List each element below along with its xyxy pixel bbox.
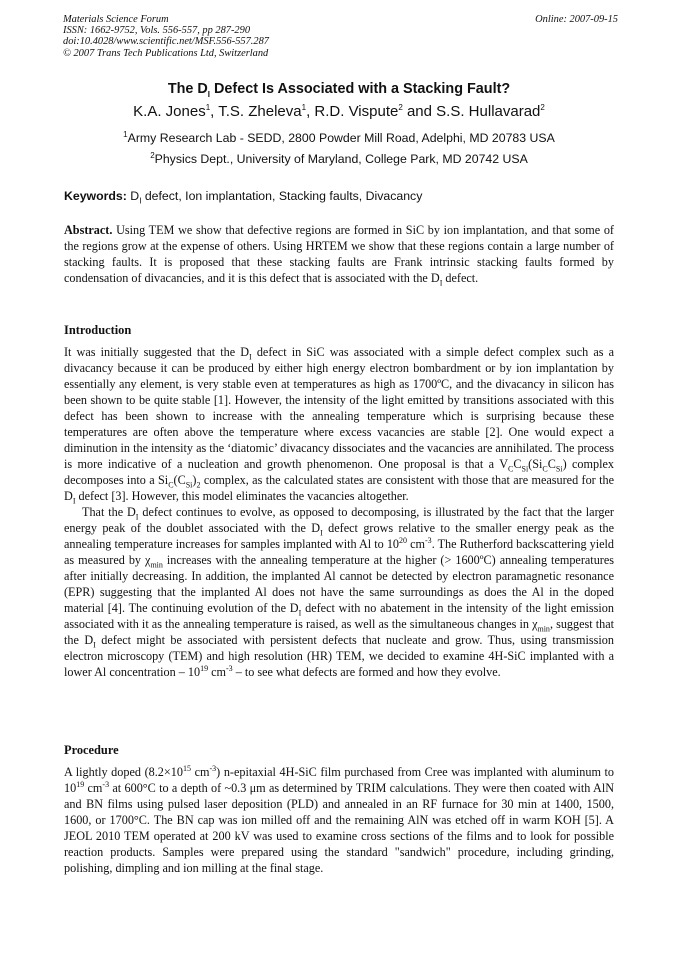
introduction-body <box>64 344 614 680</box>
affiliation-1: $^1$Army Research Lab - SEDD, 2800 Powder Mill Road, Adelphi, MD 20783 USA <box>123 129 555 145</box>
journal-header <box>63 14 618 59</box>
abstract-label: Abstract. <box>64 223 113 237</box>
author-affiliation-mark: 1 <box>301 103 307 112</box>
abstract: Abstract. Using TEM we show that defective regions are formed in SiC by ion implantation, and that some of the regions grow at the expense of others. Using HRTEM we show that these regions contain a large number of stacking faults. It is proposed that these stacking faults are Frank intrinsic stacking faults formed by condensation of divacancies, and it is this defect that is associated with the $D_I$ defect. <box>64 223 614 288</box>
journal-name: Materials Science Forum <box>63 14 169 25</box>
procedure-heading: Procedure <box>64 743 119 757</box>
author-affiliation-mark: 2 <box>540 103 545 112</box>
author: T.S. Zheleva <box>218 103 302 120</box>
author-list: K.A. Jones$^1$, T.S. Zheleva$^1$, R.D. Vispute$^2$ and S.S. Hullavarad$^2$ <box>133 103 545 120</box>
author-affiliation-mark: 2 <box>398 103 403 112</box>
introduction-paragraph-1: It was initially suggested that the $D_I$ defect in SiC was associated with a simple defect complex such as a divacancy because it can be produced by either high energy electron bombardment or by ion implantation by essentially any element, is very stable even at temperatures as high as 1700ºC, and the divacancy in silicon has been shown to be quite stable [1]. However, the intensity of the light emitted by transitions associated with this defect has been shown to increase with the annealing temperature which is surprising because these temperatures are often above the temperature where excess vacancies are stable [2]. One would expect a diminution in the intensity as the ‘diatomic’ divacancy dissociates and the vacancies are annihilated. The process is more indicative of a nucleation and growth phenomenon. One proposal is that a $V_CC_{Si}(Si_CC_{Si})$ complex decomposes into a $Si_C(C_{Si})_2$ complex, as the calculated states are consistent with those that are measured for the $D_I$ defect [3]. However, this model eliminates the vacancies altogether. <box>64 345 615 506</box>
journal-issn: ISSN: 1662-9752, Vols. 556-557, pp 287-290 <box>63 25 251 37</box>
introduction-paragraph-2: That the $D_I$ defect continues to evolve, as opposed to decomposing, is illustrated by the fact that the larger energy peak of the doublet associated with the $D_I$ defect grows relative to the smaller energy peak as the annealing temperature increases for samples implanted with Al to $10^{20}$ $cm^{-3}$. The Rutherford backscattering yield as measured by $\chi_{min}$ increases with the annealing temperature at the higher (> 1600ºC) annealing temperatures after initially decreasing. In addition, the implanted Al cannot be detected by electron paramagnetic resonance (EPR) suggesting that the implanted Al does not have the same surroundings as does the Al in the doped material [4]. The continuing evolution of the $D_I$ defect with no abatement in the intensity of the light emission associated with it as the annealing temperature is raised, as well as the simultaneous changes in $\chi_{min}$, suggest that the $D_I$ defect might be associated with persistent defects that nucleate and grow. Thus, using transmission electron microscopy (TEM) and high resolution (HR) TEM, we decided to examine 4H-SiC implanted with a lower Al concentration – $10^{19}$ $cm^{-3}$ – to see what defects are formed and how they evolve. <box>64 505 615 679</box>
introduction-heading: Introduction <box>64 323 132 337</box>
journal-doi: doi:10.4028/www.scientific.net/MSF.556-557.287 <box>63 36 269 48</box>
author: S.S. Hullavarad <box>436 103 541 120</box>
procedure-paragraph-1: A lightly doped ($8.2\times 10^{15}$ $cm^{-3}$) n-epitaxial 4H-SiC film purchased from Cree was implanted with aluminum to $10^{19}$ $cm^{-3}$ at 600°C to a depth of ~0.3 μm as determined by TRIM calculations. They were then coated with AlN and BN films using pulsed laser deposition (PLD) and annealed in an RF furnace for 30 min at 1400, 1500, 1600, or 1700°C. The BN cap was ion milled off and the remaining AlN was etched off in warm KOH [5]. A JEOL 2010 TEM operated at 200 kV was used to examine cross sections of the films and to look for possible reaction products. Samples were prepared using the standard "sandwich" procedure, including grinding, polishing, dimpling and ion milling at the final stage. <box>64 763 615 875</box>
author-affiliation-mark: 1 <box>205 103 211 112</box>
online-date: Online: 2007-09-15 <box>535 14 618 25</box>
paper-title: The $D_I$ Defect Is Associated with a Stacking Fault? <box>167 81 511 99</box>
author: K.A. Jones <box>133 103 206 120</box>
journal-copyright: © 2007 Trans Tech Publications Ltd, Switzerland <box>63 47 269 59</box>
keywords: Keywords: $D_I$ defect, Ion implantation, Stacking faults, Divacancy <box>64 189 423 206</box>
keywords-label: Keywords: <box>64 189 127 203</box>
author: R.D. Vispute <box>314 103 399 120</box>
affiliation-2: $^2$Physics Dept., University of Maryland, College Park, MD 20742 USA <box>150 150 528 166</box>
procedure-body <box>64 764 614 876</box>
